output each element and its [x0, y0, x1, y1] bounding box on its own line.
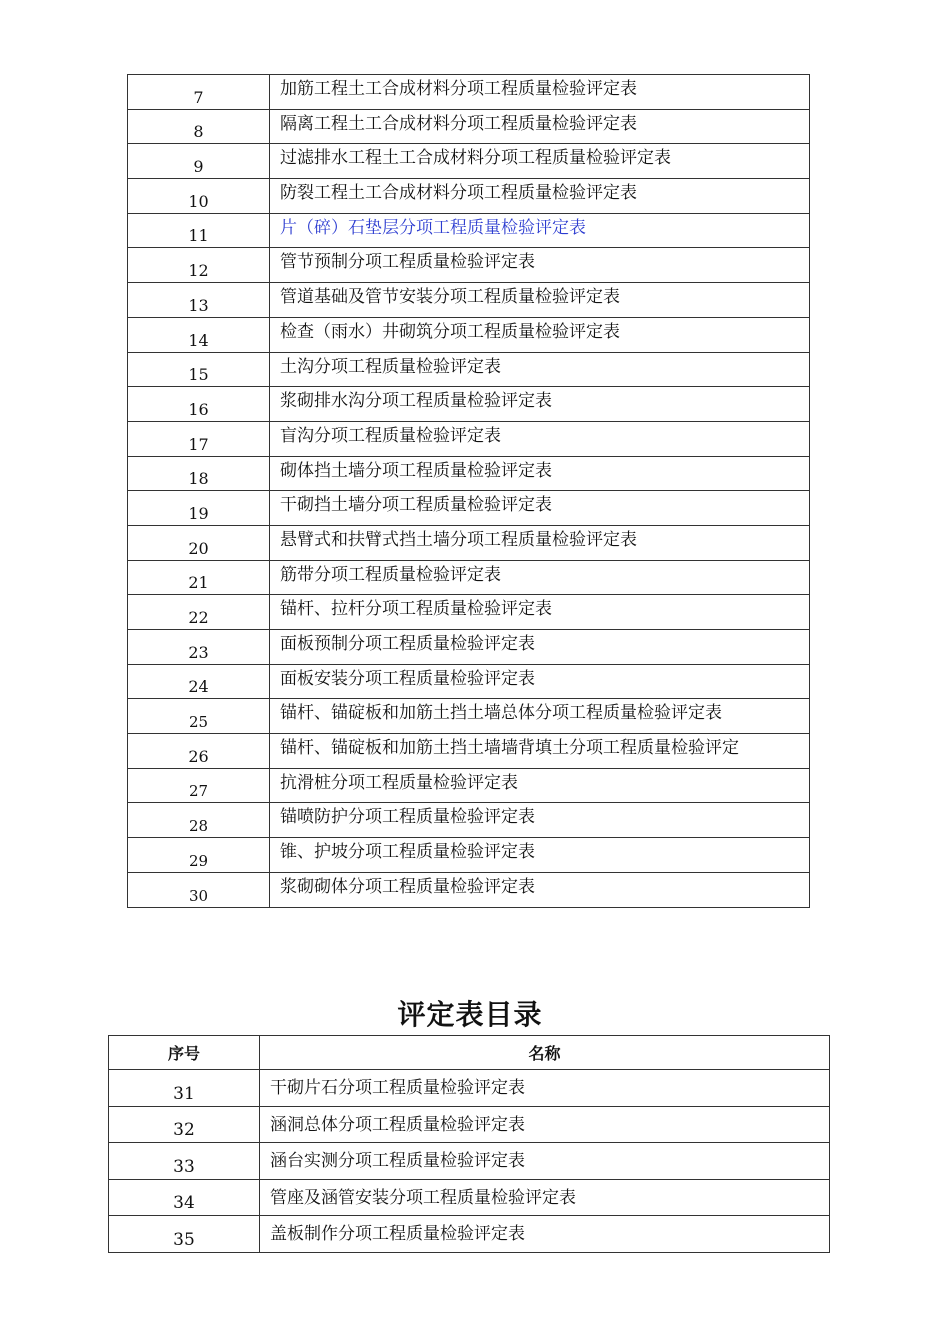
row-number: 19: [128, 491, 270, 526]
table-row: [128, 179, 810, 214]
table-row: [128, 699, 810, 734]
row-name: 盲沟分项工程质量检验评定表: [270, 421, 810, 456]
row-number: 28: [128, 803, 270, 838]
row-name: 管道基础及管节安装分项工程质量检验评定表: [270, 283, 810, 318]
row-number: 20: [128, 525, 270, 560]
table-row: [128, 768, 810, 803]
row-number: 12: [128, 248, 270, 283]
row-number: 23: [128, 630, 270, 665]
row-name: 检查（雨水）井砌筑分项工程质量检验评定表: [270, 317, 810, 352]
row-number: 30: [128, 872, 270, 907]
row-name: 筋带分项工程质量检验评定表: [270, 560, 810, 595]
row-name: 防裂工程土工合成材料分项工程质量检验评定表: [270, 179, 810, 214]
row-name: 干砌挡土墙分项工程质量检验评定表: [270, 491, 810, 526]
inspection-index-table: [108, 1035, 830, 1253]
table-header-row: [109, 1036, 830, 1070]
table-row: [128, 421, 810, 456]
table-row: [128, 838, 810, 873]
table-row: [128, 872, 810, 907]
table-row: [128, 387, 810, 422]
row-name: 加筋工程土工合成材料分项工程质量检验评定表: [270, 75, 810, 110]
row-number: 16: [128, 387, 270, 422]
row-name: 锚杆、拉杆分项工程质量检验评定表: [270, 595, 810, 630]
row-number: 7: [128, 75, 270, 110]
table-row: [109, 1143, 830, 1180]
row-name: 隔离工程土工合成材料分项工程质量检验评定表: [270, 109, 810, 144]
row-number: 29: [128, 838, 270, 873]
table-row: [128, 317, 810, 352]
row-number: 33: [109, 1143, 260, 1180]
row-name: 涵洞总体分项工程质量检验评定表: [260, 1106, 830, 1143]
table-row: [128, 144, 810, 179]
table-row: [128, 109, 810, 144]
table-row: [128, 248, 810, 283]
row-name: 土沟分项工程质量检验评定表: [270, 352, 810, 387]
row-name: 浆砌排水沟分项工程质量检验评定表: [270, 387, 810, 422]
row-name: 盖板制作分项工程质量检验评定表: [260, 1216, 830, 1253]
row-number: 15: [128, 352, 270, 387]
row-name: 锚杆、锚碇板和加筋土挡土墙墙背填土分项工程质量检验评定: [270, 734, 810, 769]
row-number: 24: [128, 664, 270, 699]
table-row: [128, 595, 810, 630]
row-number: 9: [128, 144, 270, 179]
row-name: 管座及涵管安装分项工程质量检验评定表: [260, 1179, 830, 1216]
row-number: 11: [128, 213, 270, 248]
row-number: 35: [109, 1216, 260, 1253]
table-row: [128, 456, 810, 491]
row-number: 13: [128, 283, 270, 318]
row-name: 悬臂式和扶臂式挡土墙分项工程质量检验评定表: [270, 525, 810, 560]
table-row: [128, 630, 810, 665]
table-row: [128, 352, 810, 387]
row-number: 17: [128, 421, 270, 456]
row-number: 22: [128, 595, 270, 630]
row-name: 面板预制分项工程质量检验评定表: [270, 630, 810, 665]
row-name: 砌体挡土墙分项工程质量检验评定表: [270, 456, 810, 491]
table-row: [128, 664, 810, 699]
table-row: [128, 491, 810, 526]
table-row: [109, 1106, 830, 1143]
section-title: 评定表目录: [397, 998, 543, 1031]
row-number: 31: [109, 1070, 260, 1107]
table-row: [109, 1070, 830, 1107]
row-name: 管节预制分项工程质量检验评定表: [270, 248, 810, 283]
table-row: [128, 734, 810, 769]
row-name: 干砌片石分项工程质量检验评定表: [260, 1070, 830, 1107]
row-number: 21: [128, 560, 270, 595]
row-name: 锚杆、锚碇板和加筋土挡土墙总体分项工程质量检验评定表: [270, 699, 810, 734]
table-row: [128, 560, 810, 595]
row-name: 锚喷防护分项工程质量检验评定表: [270, 803, 810, 838]
row-name: 涵台实测分项工程质量检验评定表: [260, 1143, 830, 1180]
table-row: [109, 1179, 830, 1216]
row-name-link[interactable]: 片（碎）石垫层分项工程质量检验评定表: [270, 213, 810, 248]
row-number: 27: [128, 768, 270, 803]
table-row: [128, 75, 810, 110]
row-number: 8: [128, 109, 270, 144]
row-name: 过滤排水工程土工合成材料分项工程质量检验评定表: [270, 144, 810, 179]
table-row: [128, 525, 810, 560]
header-name: 名称: [260, 1036, 830, 1070]
header-number: 序号: [109, 1036, 260, 1070]
inspection-table-continued: [127, 74, 810, 908]
row-number: 34: [109, 1179, 260, 1216]
row-name: 抗滑桩分项工程质量检验评定表: [270, 768, 810, 803]
table-row: [128, 803, 810, 838]
row-name: 浆砌砌体分项工程质量检验评定表: [270, 872, 810, 907]
row-number: 18: [128, 456, 270, 491]
row-name: 锥、护坡分项工程质量检验评定表: [270, 838, 810, 873]
row-name: 面板安装分项工程质量检验评定表: [270, 664, 810, 699]
row-number: 32: [109, 1106, 260, 1143]
table-row: [128, 213, 810, 248]
table-row: [109, 1216, 830, 1253]
table-row: [128, 283, 810, 318]
row-number: 10: [128, 179, 270, 214]
row-number: 14: [128, 317, 270, 352]
row-number: 25: [128, 699, 270, 734]
row-number: 26: [128, 734, 270, 769]
